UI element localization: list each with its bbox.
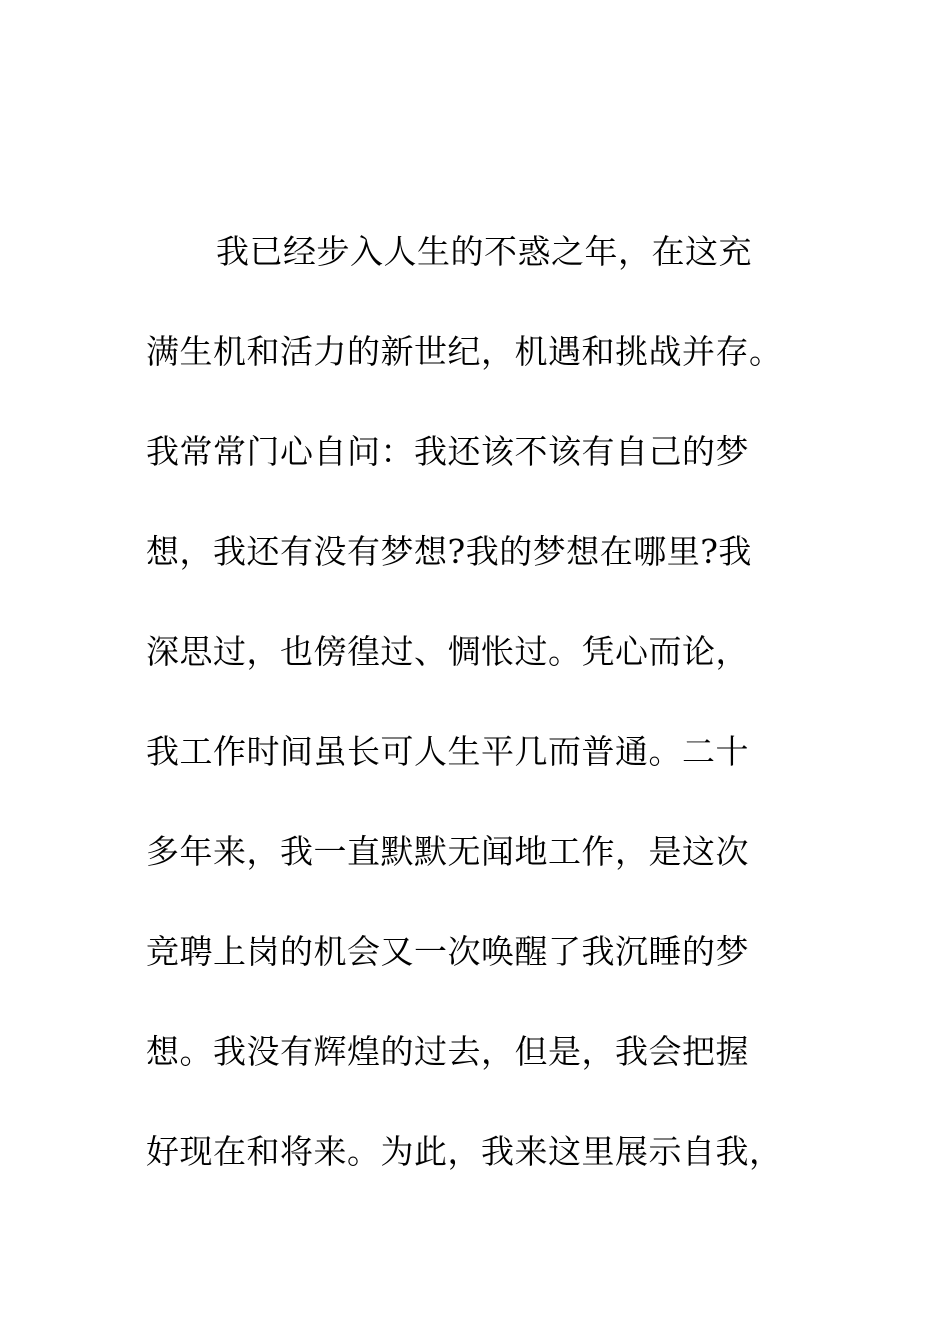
paragraph-line: 想，我还有没有梦想?我的梦想在哪里?我 [146, 532, 752, 571]
paragraph-line: 想。我没有辉煌的过去，但是，我会把握 [146, 1032, 749, 1071]
paragraph-line: 我工作时间虽长可人生平几而普通。二十 [146, 732, 749, 771]
paragraph-line: 好现在和将来。为此，我来这里展示自我， [146, 1132, 783, 1171]
paragraph-line: 深思过，也傍徨过、惆怅过。凭心而论， [146, 632, 749, 671]
paragraph-line: 满生机和活力的新世纪，机遇和挑战并存。 [146, 332, 783, 371]
paragraph-line: 我常常门心自问：我还该不该有自己的梦 [146, 432, 749, 471]
paragraph-line: 多年来，我一直默默无闻地工作，是这次 [146, 832, 749, 871]
paragraph-line: 竞聘上岗的机会又一次唤醒了我沉睡的梦 [146, 932, 749, 971]
paragraph-line: 我已经步入人生的不惑之年，在这充 [216, 232, 752, 271]
